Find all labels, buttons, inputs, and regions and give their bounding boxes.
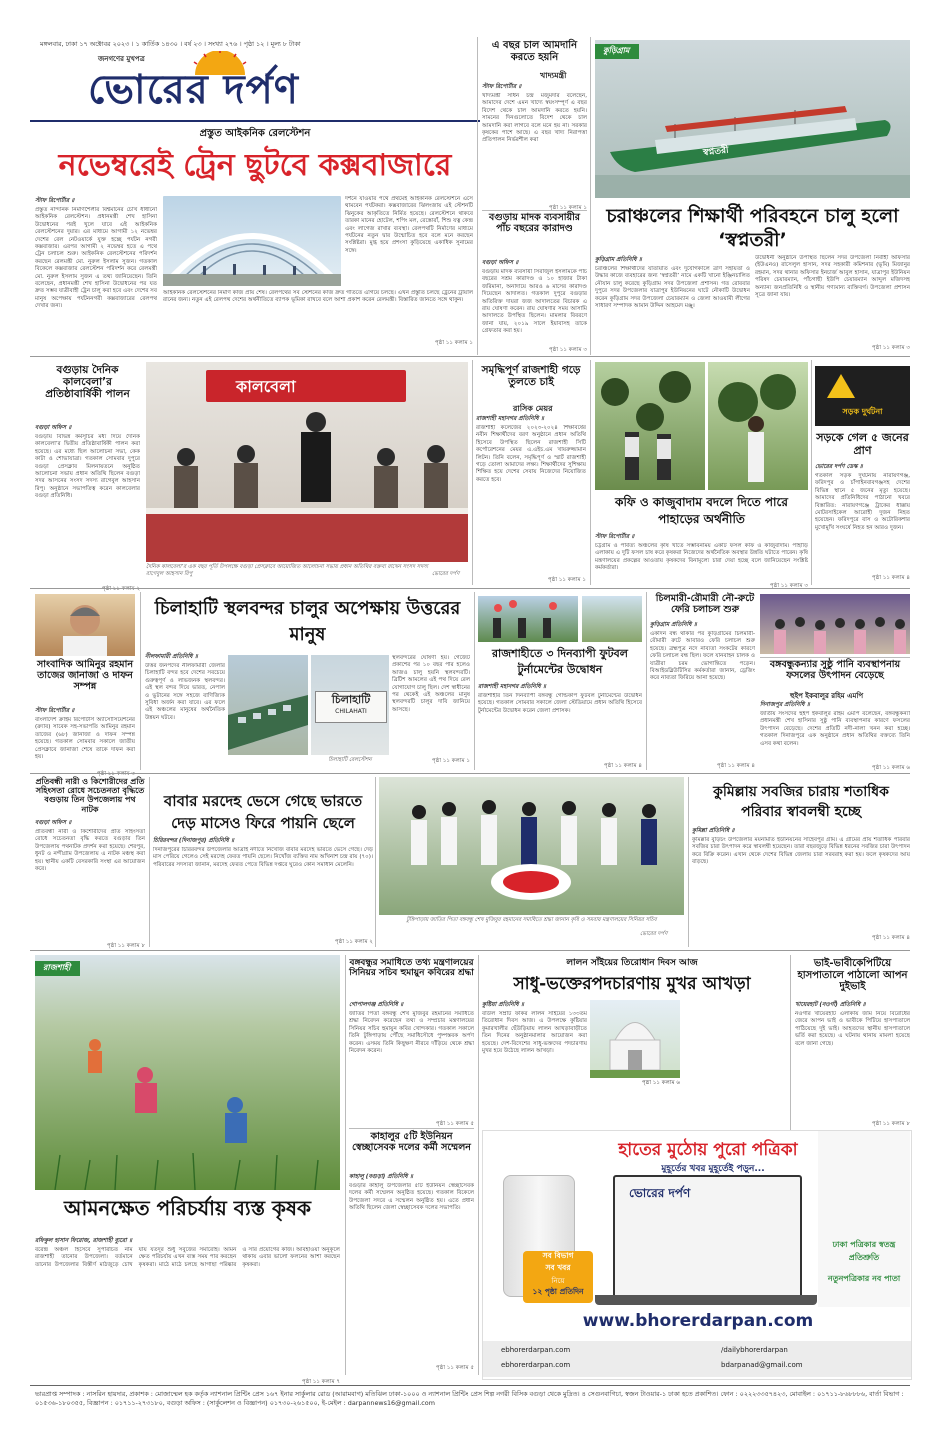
ad-right-2: নতুনপত্রিকার নব পাতা xyxy=(827,1274,901,1283)
lead-body-2: দর্শনে যাওয়ার পথে প্রথমেই আইকনিক রেলস্টেশনে এসে থামবেন পর্যটকরা। কক্সবাজারের ঝিলংজায় এই স্টেশনটি ঝিনুকের আকৃতিতে নির্মিত হয়েছে। রেলস্টেশনে থাকবে তারকা মানের হোটেল, শপিং মল, রেস্তোরাঁ, শিশু যত্ন কেন্দ্র এবং লাগেজ রাখার ব্যবস্থা। রেলপথটি নির্মাণের মাধ্যমে পর্যটনের নতুন দ্বার উন্মোচিত হবে বলে মনে করছেন সংশ্লিষ্টরা। মুগ্ধ হয়ে প্রশংসা কুড়িয়েছে একাধিক সুনামের সঙ্গে। xyxy=(345,196,473,254)
rajshahi-rice-byline: রফিকুল হাসান ফিরোজ, রাজশাহী ব্যুরো ॥ xyxy=(35,1238,132,1244)
chilahati-column-1 xyxy=(145,652,225,773)
ad-social-bar xyxy=(483,1341,911,1377)
football-column xyxy=(478,682,642,771)
kahalu-column xyxy=(349,1172,474,1373)
chilahati-train-photo xyxy=(228,655,308,755)
football-illustration xyxy=(478,596,578,642)
kurigram-body-1: চরাঞ্চলের শিক্ষার্থীদের যাতায়াত এবং দুর্যোগকালে ত্রাণ সহায়তা ও উদ্ধার কাজে ব্যবহারের জন্য ‘স্বপ্নতরী’ নামে একটি খানো ইঞ্জিনচালিত নৌযান চালু করেছে কুড়িগ্রাম সদর উপজেলা প্রশাসন। গত রোববার দুপুরে সদর উপজেলার যাত্রাপুর ইউনিয়নের ঘাটে নৌকাটি উদ্বোধন করেন কুড়িগ্রাম সদর উপজেলা চেয়ারম্যান ও জেলা আওয়ামী লীগের সাধারণ সম্পাদক আমান উদ্দিন আহমেদ মঞ্জু। xyxy=(595,266,750,310)
rice-headline: এ বছর চাল আমদানি করতে হয়নি xyxy=(491,40,578,63)
secretary-column xyxy=(349,1000,474,1129)
lead-photo xyxy=(163,196,341,286)
kurigram-continued: পৃষ্ঠা ১১ কলাম ৩ xyxy=(871,345,910,351)
cashew-illustration-left xyxy=(595,362,705,490)
portrait-illustration xyxy=(35,594,135,656)
drug-continued: পৃষ্ঠা ১১ কলাম ৩ xyxy=(548,347,587,353)
football-photo xyxy=(478,596,578,642)
station-sign-bn: চিলাহাটি xyxy=(331,693,371,706)
drug-column xyxy=(482,258,587,355)
footer-imprint: ভারপ্রাপ্ত সম্পাদক : নাসরিন হায়দার, প্রকাশক : মোজাম্মেল হক কর্তৃক ন্যাশনাল প্রিন্টিং প্রেস ১৬৭ ইনার সার্কুলার রোড (আরামবাগ) মতিঝিল ঢাকা-১০০০ ও ন্যাশনাল প্রিন্টিং প্রেস শিল্প নগরী বিসিক বগুড়া থেকে মুদ্রিত। ৪ সেগুনবাগিচা, স্বজন টাওয়ার-১ ঢাকা হতে প্রকাশিত। ফোন : ০২২২৩৩৫৭৪২৩, মোবাইল : ০১৭১১-৮৬৮৮৮৬, বার্তা বিভাগ : ০১৫৩৬-১৮০৩৫৫, বিজ্ঞাপন : ০১৭১১-২৭৩১৮০, বগুড়া অফিস : (সার্কুলেশন ও বিজ্ঞাপন) ০১৭৩০-২৬১৫০০, ই-মেইল : darpannews16@gmail.com xyxy=(35,1390,904,1407)
rice-column xyxy=(482,82,587,213)
football-photo-2 xyxy=(582,596,642,642)
ferry-continued: পৃষ্ঠা ১১ কলাম ৪ xyxy=(716,763,755,769)
ad-badge-1: সব বিভাগ xyxy=(542,1251,574,1260)
chilahati-continued: পৃষ্ঠা ১১ কলাম ১ xyxy=(431,758,470,764)
football-body: রাজশাহীর তিন দিনব্যাপী বঙ্গবন্ধু গোল্ডকাপ ফুটবল টুর্নামেন্টের উদ্বোধন হয়েছে। গতকাল সোমবার সকালে জেলা স্টেডিয়ামে প্রধান অতিথি হিসেবে টুর্নামেন্টের উদ্বোধন করেন জেলা প্রশাসক। xyxy=(478,693,642,714)
siblings-continued: পৃষ্ঠা ১১ কলাম ৮ xyxy=(871,1121,910,1127)
chilahati-byline: নীলফামারী প্রতিনিধি ॥ xyxy=(145,654,198,660)
train-illustration xyxy=(228,655,308,755)
ad-social-left-1[interactable]: ebhorerdarpan.com xyxy=(501,1346,571,1354)
journalist-continued: পৃষ্ঠা ১১ কলাম ৩ xyxy=(96,771,135,777)
rice-body: খাদ্যমন্ত্রী সাধন চন্দ্র মজুমদার বলেছেন, আমাদের দেশে এমন খাদ্যে স্বয়ংসম্পূর্ণ এ বছর বিদেশ থেকে চাল আমদানি করতে হয়নি। সামনের দিনগুলোতে বিদেশ থেকে চাল আমদানি করা লাগবে বলে মনে হয় না। সরকার কৃষকের পাশে আছে। এ বছর খাদ্য নিরাপত্তা প্রতিপালন নির্ভরশীল করা xyxy=(482,93,587,144)
kahalu-continued: পৃষ্ঠা ১১ কলাম ৫ xyxy=(435,1365,474,1371)
accident-headline: সড়কে গেল ৫ জনের প্রাণ xyxy=(816,431,909,457)
ad-right-panel xyxy=(818,1131,910,1307)
kalbela-byline: বগুড়া অফিস ॥ xyxy=(35,425,72,431)
kalbela-continued: পৃষ্ঠা ১১ কলাম ২ xyxy=(101,586,140,592)
rajshahi-rice-continued: পৃষ্ঠা ১১ কলাম ৭ xyxy=(301,1379,340,1385)
rajshahi-rice-headline: আমনক্ষেত পরিচর্যায় ব্যস্ত কৃষক xyxy=(63,1196,312,1220)
rajshahi-tag: রাজশাহী xyxy=(35,961,80,976)
rajshahi-continued: পৃষ্ঠা ১১ কলাম ১ xyxy=(547,577,586,583)
rice-field-photo xyxy=(35,955,340,1190)
rajshahi-rice-column xyxy=(35,1236,340,1387)
kalbela-column xyxy=(35,423,140,594)
ferry-column xyxy=(650,620,755,771)
masthead xyxy=(40,37,480,117)
water-column xyxy=(760,700,910,773)
ad-social-right-1[interactable]: /dailybhorerdarpan xyxy=(721,1346,788,1354)
rajshahi-body: রাজশাহী কলেজের ২০২৩-২০২৪ শিক্ষাবর্ষের নবীন শিক্ষার্থীদের বরণ অনুষ্ঠানে প্রধান অতিথি হিসেবে উপস্থিত ছিলেন রাজশাহী সিটি কর্পোরেশনের মেয়র এ.এইচ.এম খায়রুজ্জামান লিটন। তিনি বলেন, সমৃদ্ধিপূর্ণ ও স্মার্ট রাজশাহী গড়ে তোলা আমাদের লক্ষ্য। শিক্ষার্থীদের সুশিক্ষায় শিক্ষিত হয়ে দেশের সেবায় নিজেদের নিয়োজিত করতে হবে। xyxy=(476,425,586,483)
ad-title: হাতের মুঠোয় পুরো পত্রিকা xyxy=(618,1140,798,1160)
women-body: প্রতিবন্ধী নারী ও কিশোরীদের প্রতি সহিংসতা রোধে সচেতনতা বৃদ্ধি করতে বগুড়ার তিন উপজেলায় পথনাটক প্রদর্শন করা হয়েছে। শেরপুর, ধুনট ও নন্দীগ্রাম উপজেলায় এ নাটক মঞ্চস্থ করা হয়। স্থানীয় একটি বেসরকারি সংস্থা এর আয়োজন করে। xyxy=(35,829,145,873)
chilahati-body-2: স্থলবন্দরের ঘোষণা হয়। গেজেট প্রকাশের পর ১০ বছর পার হলেও আজও চালু হয়নি স্থলবন্দরটি। ব্রিটিশ আমলের এই পথ দিয়ে রেল যোগাযোগ চালু ছিল। দেশ স্বাধীনের পর থেকেই এই অঞ্চলের মানুষ স্থলবন্দরটি চালুর দাবি জানিয়ে আসছে। xyxy=(392,655,470,713)
siblings-column xyxy=(795,1000,910,1129)
cashew-body: চট্টগ্রাম ও পার্বত্য অঞ্চলের কৃষি খাতে সম্ভাবনাময় একটি ফসল কফি ও কাজুবাদাম। পাহাড়ি এলাকায় এ দুটি ফসল চাষ করে কৃষকরা নিজেদের অর্থনৈতিক অবস্থার উন্নতি ঘটাতে পারেন। কৃষি মন্ত্রণালয়ের প্রকল্পের আওতায় কৃষকদের বিনামূল্যে চারা দেয়া হচ্ছে বলে জানিয়েছেন সংশ্লিষ্ট কর্মকর্তারা। xyxy=(595,543,808,572)
comilla-continued: পৃষ্ঠা ১১ কলাম ৪ xyxy=(871,935,910,941)
lalon-column xyxy=(482,1000,587,1129)
drug-body: বগুড়ায় মাদক ব্যবসায়ী সিরাজুল ইসলামকে পাঁচ বছরের সশ্রম কারাদণ্ড ও ১০ হাজার টাকা জরিমানা, অনাদায়ে আরও ৬ মাসের কারাদণ্ড দিয়েছেন আদালত। গতকাল দুপুরে বগুড়ার অতিরিক্ত দায়রা জজ আদালতের বিচারক এ রায় ঘোষণা করেন। রায় ঘোষণার সময় আসামি আদালতে উপস্থিত ছিলেন। মামলার বিবরণে জানা যায়, ২০১৯ সালে ইয়াবাসহ তাকে গ্রেফতার করা হয়। xyxy=(482,269,587,335)
station-sign-en: CHILAHATI xyxy=(335,708,367,715)
comilla-body: কুমিল্লার বুড়িচং উপজেলার ময়নামতি ইউনিয়নের সাহেবপুর গ্রাম। এ গ্রামের প্রায় শতাধিক পরিবার সবজির চারা উৎপাদন করে স্বাবলম্বী হয়েছেন। তারা বছরজুড়ে বিভিন্ন ধরনের সবজির চারা উৎপাদন করে বিক্রি করেন। এখান থেকে দেশের বিভিন্ন জেলায় চারা সরবরাহ করা হয়। ফলে কৃষকদের আয় বাড়ছে। xyxy=(692,837,910,866)
kurigram-photo xyxy=(595,40,910,198)
ad-subtitle: মুহূর্তের খবর মুহূর্তেই পড়ুন... xyxy=(661,1164,765,1174)
lalon-photo xyxy=(590,1000,680,1078)
crowd-illustration xyxy=(760,594,910,654)
kalbela-credit: ভোরের দর্পণ xyxy=(432,571,460,577)
chilahati-body-1: উত্তর জনপদের নীলফামারী জেলার চিলাহাটি বন্দর হবে দেশের সবচেয়ে গুরুত্বপূর্ণ ও লাভজনক স্থলবন্দর। এই স্থল বন্দর দিয়ে ভারত, নেপাল ও ভুটানের সঙ্গে সহজে বাণিজ্যিক সুবিধা অর্জন করা যাবে। এর ফলে এই অঞ্চলের মানুষের অর্থনৈতিক উন্নয়ন ঘটবে। xyxy=(145,663,225,721)
tribute-credit: ভোরের দর্পণ xyxy=(640,931,668,937)
ad-website[interactable]: www.bhorerdarpan.com xyxy=(582,1311,814,1331)
kahalu-headline: কাহালুর ৫টি ইউনিয়ন স্বেচ্ছাসেবক দলের কর্মী সম্মেলন xyxy=(352,1131,471,1153)
drug-headline: বগুড়ায় মাদক ব্যবসায়ীর পাঁচ বছরের কারাদণ্ড xyxy=(488,212,581,234)
ferry-headline: চিলমারী-রৌমারী নৌ-রুটে ফেরি চলাচল শুরু xyxy=(655,593,755,615)
ad-social-left-2[interactable]: ebhorerdarpan.com xyxy=(501,1361,571,1369)
ad-laptop-base xyxy=(595,1295,817,1305)
cashew-continued: পৃষ্ঠা ১১ কলাম ৩ xyxy=(769,583,808,589)
chilahati-caption: চিলাহাটি রেলস্টেশন xyxy=(328,757,372,763)
boat-name-label: স্বপ্নতরী xyxy=(702,145,730,159)
ferry-byline: কুড়িগ্রাম প্রতিনিধি ॥ xyxy=(650,622,697,628)
rajshahi-byline: রাজশাহী মহানগর প্রতিনিধি ॥ xyxy=(476,416,544,422)
logo: ভোরের দর্পণ xyxy=(88,67,299,113)
water-byline: দিনাজপুর প্রতিনিধি ॥ xyxy=(760,702,810,708)
comilla-column xyxy=(692,826,910,943)
kalbela-headline: বগুড়ায় দৈনিক কালবেলা’র প্রতিষ্ঠাবার্ষিকী পালন xyxy=(45,364,130,401)
siblings-byline: খায়েরহাট (নওগাঁ) প্রতিনিধি ॥ xyxy=(795,1002,866,1008)
accident-graphic xyxy=(815,366,910,426)
cashew-column xyxy=(595,532,808,591)
ad-badge-2: সব খবর xyxy=(545,1263,571,1272)
secretary-byline: গোপালগঞ্জ প্রতিনিধি ॥ xyxy=(349,1002,404,1008)
ad-badge-4: ১২ পৃষ্ঠা প্রতিদিন xyxy=(532,1287,584,1296)
rice-subhead: খাদ্যমন্ত্রী xyxy=(540,71,567,80)
women-headline: প্রতিবন্ধী নারী ও কিশোরীদের প্রতি সহিংসতা রোধে সচেতনতা বৃদ্ধিতে বগুড়ায় তিন উপজেলায় পথ নাটক xyxy=(35,777,145,814)
comilla-byline: কুমিল্লা প্রতিনিধি ॥ xyxy=(692,828,735,834)
lead-byline: স্টাফ রিপোর্টার ॥ xyxy=(35,198,75,204)
station-sign xyxy=(315,691,387,723)
journalist-body: বাংলাদেশ ক্রাইম রিপোর্টার্স অ্যাসোসিয়েশনের (ক্র্যাব) সাবেক সহ-সভাপতি আমিনুর রহমান তাজের (৬৮) জানাজা ও দাফন সম্পন্ন হয়েছে। গতকাল সোমবার সকালে জাতীয় প্রেসক্লাবে জানাজা শেষে তাকে দাফন করা হয়। xyxy=(35,717,135,761)
warning-sign-icon xyxy=(827,374,855,398)
journalist-headline: সাংবাদিক আমিনুর রহমান তাজের জানাজা ও দাফন সম্পন্ন xyxy=(36,659,134,692)
siblings-body: নওগাঁর খায়েরহাট এলাকায় জমি নিয়ে বিরোধের জেরে আপন ভাই ও ভাবীকে পিটিয়ে হাসপাতালে পাঠিয়েছে দুই ভাই। আহতদের স্থানীয় হাসপাতালে ভর্তি করা হয়েছে। এ ঘটনায় থানায় মামলা হয়েছে বলে জানা গেছে। xyxy=(795,1011,910,1047)
rajshahi-headline: সমৃদ্ধিপূর্ণ রাজশাহী গড়ে তুলতে চাই xyxy=(481,364,581,389)
lalon-headline: সাধু-ভক্তেরপদচারণায় মুখর আখড়া xyxy=(513,974,751,994)
people-illustration xyxy=(146,362,468,562)
water-continued: পৃষ্ঠা ১১ কলাম ৬ xyxy=(871,765,910,771)
journalist-photo xyxy=(35,594,135,656)
kurigram-column-1 xyxy=(595,255,750,346)
father-body: দিনাজপুরের চিরিরবন্দর উপজেলার আত্রাই নদীতে নিখোঁজ বাবার মরদেহ ভারতে ভেসে গেছে। দেড় মাস পেরিয়ে গেলেও সেই মরদেহ ফেরত পায়নি ছেলে। নিখোঁজ ব্যক্তির নাম অখিনাশ চন্দ্র রায় (৭০)। পরিবারের সদস্যরা জানান, মরদেহ ফেরত পেতে বিভিন্ন দপ্তরে ঘুরেও কোন সমাধান মেলেনি। xyxy=(153,847,373,868)
farmers-illustration xyxy=(35,955,340,1190)
kalbela-banner-text: কালবেলা xyxy=(236,377,296,396)
lalon-kicker: লালন সাঁইয়ের তিরোধান দিবস আজ xyxy=(566,958,698,968)
app-advertisement xyxy=(482,1130,912,1380)
cashew-byline: স্টাফ রিপোর্টার ॥ xyxy=(595,534,635,540)
ferry-body: একদিন বন্ধ থাকার পর কুড়িগ্রামের চিলমারী-রৌমারী রুটে আবারও ফেরি চলাচল শুরু হয়েছে। ব্রহ্মপুত্র নদে নাব্যতা সংকটের কারণে ফেরি চলাচল বন্ধ ছিল। ফলে যানবাহন চালক ও যাত্রীরা চরম ভোগান্তিতে পড়েন। বিআইডব্লিউটিসির কর্মকর্তারা জানান, ড্রেজিং করে নাব্যতা ফিরিয়ে আনা হয়েছে। xyxy=(650,631,755,682)
lalon-body-2: পৃষ্ঠা ১১ কলাম ৬ xyxy=(641,1080,680,1086)
secretary-headline: বঙ্গবন্ধুর সমাধিতে তথ্য মন্ত্রণালয়ের সিনিয়র সচিব হুমায়ুন কবিরের শ্রদ্ধা xyxy=(349,958,474,979)
lead-continued: পৃষ্ঠা ১১ কলাম ১ xyxy=(434,340,473,346)
lead-body-3: আইকনিক রেলস্টেশনের নির্মাণ কাজ প্রায় শেষ। রেলপথের সব স্টেশনের কাজ দ্রুত গতিতে এগিয়ে চলছে। এখন প্রস্তুতি চলছে ট্রেনের ট্রায়াল রানের জন্য। নতুন এই রেলপথ দেশের অর্থনীতিতে ব্যাপক ভূমিকা রাখবে বলে আশা প্রকাশ করেন রেলমন্ত্রী। বিস্তারিত জানতে সঙ্গে থাকুন। xyxy=(163,290,473,304)
siblings-headline: ভাই-ভাবীকেপিটিয়ে হাসপাতালে পাঠালো আপন দুইভাই xyxy=(797,958,908,992)
accident-continued: পৃষ্ঠা ১১ কলাম ৪ xyxy=(871,575,910,581)
accident-sign-text: সড়ক দুর্ঘটনা xyxy=(842,407,883,416)
women-column xyxy=(35,818,145,951)
rajshahi-subhead: রাসিক মেয়র xyxy=(513,404,553,413)
shrine-illustration xyxy=(590,1000,680,1078)
journalist-byline: স্টাফ রিপোর্টার ॥ xyxy=(35,708,75,714)
lead-column-1 xyxy=(35,196,157,346)
football-continued: পৃষ্ঠা ১১ কলাম ৪ xyxy=(603,763,642,769)
rice-continued: পৃষ্ঠা ১১ কলাম ১ xyxy=(548,205,587,211)
kalbela-caption: দৈনিক কালবেলা’র এক বছর পূর্তি উপলক্ষে বগুড়া প্রেসক্লাবে আয়োজিত আলোচনা সভায় প্রধান অতিথির বক্তব্য রাখেন সংসদ সদস্য রাগেবুল আহসান রিপু xyxy=(146,564,429,577)
women-continued: পৃষ্ঠা ১১ কলাম ৮ xyxy=(106,943,145,949)
kurigram-byline: কুড়িগ্রাম প্রতিনিধি ॥ xyxy=(595,257,642,263)
rice-byline: স্টাফ রিপোর্টার ॥ xyxy=(482,84,522,90)
women-byline: বগুড়া অফিস ॥ xyxy=(35,820,72,826)
tribute-caption: টুঙ্গিপাড়ায় জাতির পিতা বঙ্গবন্ধু শেখ মুজিবুর রহমানের সমাধিতে শ্রদ্ধা জানান কৃষি ও সমবায় মন্ত্রণালয়ের সিনিয়র সচিব xyxy=(406,917,657,923)
rajshahi-rice-body: বরেন্দ্র অঞ্চল হিসেবে সুপরিচিত নাম রাজশাহী তানোর উপজেলা। বর্তমানে তানোর উপজেলার বিস্তীর্ণ মাঠজুড়ে চোখ যায় যতদূর শুধু সবুজের সমারোহ। আমন ক্ষেত পরিচর্যায় এখন ব্যস্ত সময় পার করছেন কৃষকরা। মাঠে মাঠে চলছে আগাছা পরিষ্কার ও সার প্রয়োগের কাজ। আবহাওয়া অনুকূলে থাকায় এবার ভালো ফলনের আশা করছেন কৃষকরা। xyxy=(35,1247,340,1268)
lead-kicker: প্রস্তুত আইকনিক রেলস্টেশন xyxy=(199,128,311,139)
comilla-headline: কুমিল্লায় সবজির চারায় শতাধিক পরিবার স্বাবলম্বী হচ্ছে xyxy=(713,784,889,820)
accident-body: গতকাল সড়ক দুর্ঘটনায় নারায়ণগঞ্জ, ফরিদপুর ও চাঁপাইনবাবগঞ্জসহ দেশের বিভিন্ন স্থানে ৫ জনের মৃত্যু হয়েছে। আমাদের প্রতিনিধিদের পাঠানো খবরে বিস্তারিত: নারায়ণগঞ্জে ট্রাকের ধাক্কায় মোটরসাইকেল আরোহী দুজন নিহত হয়েছেন। ফরিদপুরে বাস ও অটোরিকশার মুখোমুখি সংঘর্ষে নিহত হন আরও দুজন। xyxy=(815,473,910,531)
kurigram-body-2: উদ্বোধনী অনুষ্ঠানে উপস্থিত ছিলেন সদর উপজেলা নির্বাহী অফিসার (ইউএনও) রাসেলুল হাসান, সদর সহকারী কমিশনার (ভূমি) মিজানুর রহমান, সদর থানার অফিসার ইনচার্জ আবুল হাসান, যাত্রাপুর ইউনিয়ন পরিষদ চেয়ারম্যান, পাঁচগাছী ইউপি চেয়ারম্যান আব্দুল মজিদসহ অন্যান্য জনপ্রতিনিধি ও স্থানীয় গণ্যমান্য ব্যক্তিবর্গ। উপজেলা প্রশাসন সূত্রে জানা যায়। xyxy=(755,255,910,299)
ad-badge-3: নিয়ে xyxy=(551,1277,565,1285)
accident-column xyxy=(815,462,910,583)
father-byline: চিরিরবন্দর (দিনাজপুর) প্রতিনিধি ॥ xyxy=(153,838,235,844)
kalbela-photo xyxy=(146,362,468,562)
tribute-illustration xyxy=(379,777,684,915)
ad-badge xyxy=(523,1251,593,1303)
tribute-photo xyxy=(379,777,684,915)
ad-laptop xyxy=(613,1175,802,1299)
cashew-photo-right xyxy=(708,362,808,490)
father-column xyxy=(153,836,373,947)
ad-right-1: ঢাকা পত্রিকার স্বতন্ত্র প্রতিশ্রুতি xyxy=(832,1240,896,1262)
rail-station-illustration xyxy=(163,196,341,286)
secretary-continued: পৃষ্ঠা ১১ কলাম ৫ xyxy=(435,1121,474,1127)
kahalu-byline: কাহালু (বগুড়া) প্রতিনিধি ॥ xyxy=(349,1174,413,1180)
football-byline: রাজশাহী মহানগর প্রতিনিধি ॥ xyxy=(478,684,546,690)
lalon-byline: কুষ্টিয়া প্রতিনিধি ॥ xyxy=(482,1002,524,1008)
tagline: জনগণের মুখপত্র xyxy=(98,55,145,63)
accident-byline: ভোরের দর্পণ ডেস্ক ॥ xyxy=(815,464,863,470)
kahalu-body: বগুড়ার কাহালু উপজেলার ৫টি ইউনিয়ন স্বেচ্ছাসেবক দলের কর্মী সম্মেলন অনুষ্ঠিত হয়েছে। গতকাল বিকেলে উপজেলা সদরে এ সম্মেলন অনুষ্ঠিত হয়। এতে প্রধান অতিথি ছিলেন জেলা স্বেচ্ছাসেবক দলের সভাপতি। xyxy=(349,1183,474,1212)
chilahati-station-photo xyxy=(311,655,389,755)
cashew-photo-left xyxy=(595,362,705,490)
rajshahi-column xyxy=(476,414,586,585)
lead-headline: নভেম্বরেই ট্রেন ছুটবে কক্সবাজারে xyxy=(58,148,452,183)
cashew-headline: কফি ও কাজুবাদাম বদলে দিতে পারে পাহাড়ের অর্থনীতি xyxy=(615,495,788,526)
father-headline: বাবার মরদেহ ভেসে গেছে ভারতে দেড় মাসেও ফিরে পায়নি ছেলে xyxy=(163,792,363,832)
secretary-body: জাতির পিতা বঙ্গবন্ধু শেখ মুজিবুর রহমানের সমাধিতে শ্রদ্ধা নিবেদন করেছেন তথ্য ও সম্প্রচার মন্ত্রণালয়ের সিনিয়র সচিব হুমায়ুন কবির খোন্দকার। গতকাল সকালে তিনি টুঙ্গিপাড়ায় পৌঁছে সমাধিসৌধে পুষ্পস্তবক অর্পণ করেন। এসময় তিনি কিছুক্ষণ নীরবে দাঁড়িয়ে থেকে শ্রদ্ধা নিবেদন করেন। xyxy=(349,1011,474,1055)
kurigram-headline: চরাঞ্চলের শিক্ষার্থী পরিবহনে চালু হলো ‘স্বপ্নতরী’ xyxy=(606,205,899,251)
cashew-illustration-right xyxy=(708,362,808,490)
water-headline: বঙ্গবন্ধুকন্যার সুষ্ঠু পানি ব্যবস্থাপনায় ফসলের উৎপাদন বেড়েছে xyxy=(769,659,901,681)
water-body: জাতীয় সংসদের হুইপ ইকবালুর রহিম এমপি বলেছেন, বঙ্গবন্ধুকন্যা প্রধানমন্ত্রী শেখ হাসিনার সুষ্ঠু পানি ব্যবস্থাপনার কারণে ফসলের উৎপাদন বেড়েছে। দেশের প্রতিটি নদী-নালা খনন করা হচ্ছে। গতকাল দিনাজপুরে এক অনুষ্ঠানে প্রধান অতিথির বক্তব্যে তিনি এসব কথা বলেন। xyxy=(760,711,910,747)
boat-illustration xyxy=(595,40,910,198)
lalon-body: বাউল সম্রাট ফকির লালন সাঁইয়ের ১৩৩তম তিরোধান দিবস আজ। এ উপলক্ষে কুষ্টিয়ার কুমারখালীর ছেঁউড়িয়ায় লালন আখড়াবাড়ীতে তিন দিনের অনুষ্ঠানমালার আয়োজন করা হয়েছে। দেশ-বিদেশের সাধু-ভক্তদের পদচারণায় মুখর হয়ে উঠেছে লালন আখড়া। xyxy=(482,1011,587,1055)
ferry-photo xyxy=(760,594,910,654)
dateline: মঙ্গলবার, ঢাকা ১৭ অক্টোবর ২০২৩ । ১ কার্তিক ১৪৩০ । বর্ষ ২৩ । সংখ্যা ২৭৬ । পৃষ্ঠা ১২ । মূল্য ৮ টাকা xyxy=(40,40,301,48)
water-subhead: হুইপ ইকবালুর রহিম এমপি xyxy=(790,692,864,700)
father-continued: পৃষ্ঠা ১১ কলাম ২ xyxy=(334,939,373,945)
kurigram-tag: কুড়িগ্রাম xyxy=(595,44,639,59)
lead-body-1: প্রস্তুত নান্দনিক নির্মাণশৈলীর বিশ্বমানের চোখ ধাঁধানো আইকনিক রেলস্টেশন। প্রধানমন্ত্রী শেখ হাসিনা উদ্বোধনের পরই খুলে যাবে এই আইকনিক রেলস্টেশনের দুয়ার। এর মাধ্যমে আগামী ১২ নভেম্বর দেশের রেল নেটওয়ার্কে যুক্ত হচ্ছে পর্যটন নগরী কক্সবাজার। এরপর আগামী ২ নভেম্বর হতে এ পথে ট্রেন চলাচল শুরু। আইকনিক রেলস্টেশনের পরিদর্শন করছেন রেলমন্ত্রী মো. নুরুল ইসলাম সুজন। গতকাল বিকেলে কক্সবাজার রেলস্টেশন পরিদর্শন করে রেলমন্ত্রী মো. নুরুল ইসলাম সুজন এ তথ্য জানিয়েছেন। তিনি বলেছেন, প্রধানমন্ত্রী শেখ হাসিনা উদ্বোধনের পর যত দ্রুত সম্ভব যাত্রীবাহী ট্রেন চালু করা হবে এবং দেশের সব মানুষ অপেক্ষায় পর্যটননগরী কক্সবাজারের রেলপথ দেখার জন্য। xyxy=(35,207,157,310)
journalist-column xyxy=(35,706,135,779)
drug-byline: বগুড়া অফিস ॥ xyxy=(482,260,519,266)
ad-social-right-2[interactable]: bdarpanad@gmail.com xyxy=(721,1361,803,1369)
kurigram-column-2 xyxy=(755,255,910,353)
chilahati-headline: চিলাহাটি স্থলবন্দর চালুর অপেক্ষায় উত্তরের মানুষ xyxy=(154,598,461,645)
ad-laptop-logo: ভোরের দর্পণ xyxy=(629,1186,691,1200)
football-headline: রাজশাহীতে ৩ দিনব্যাপী ফুটবল টুর্নামেন্টের উদ্বোধন xyxy=(492,647,628,676)
kalbela-body: বগুড়ায় বিভিন্ন কর্মসূচির মধ্য দিয়ে দৈনিক কালবেলা’র দ্বিতীয় প্রতিষ্ঠাবার্ষিকী পালন করা হয়েছে। এর মধ্যে ছিল আলোচনা সভা, কেক কাটা ও শোভাযাত্রা। গতকাল সোমবার দুপুরে বগুড়া প্রেসক্লাব মিলনায়তনে অনুষ্ঠিত আলোচনা সভায় প্রধান অতিথি ছিলেন বগুড়া সদর আসনের সংসদ সদস্য রাগেবুল আহসান রিপু। অনুষ্ঠানে সভাপতিত্ব করেন কালবেলার বগুড়া প্রতিনিধি। xyxy=(35,434,140,500)
